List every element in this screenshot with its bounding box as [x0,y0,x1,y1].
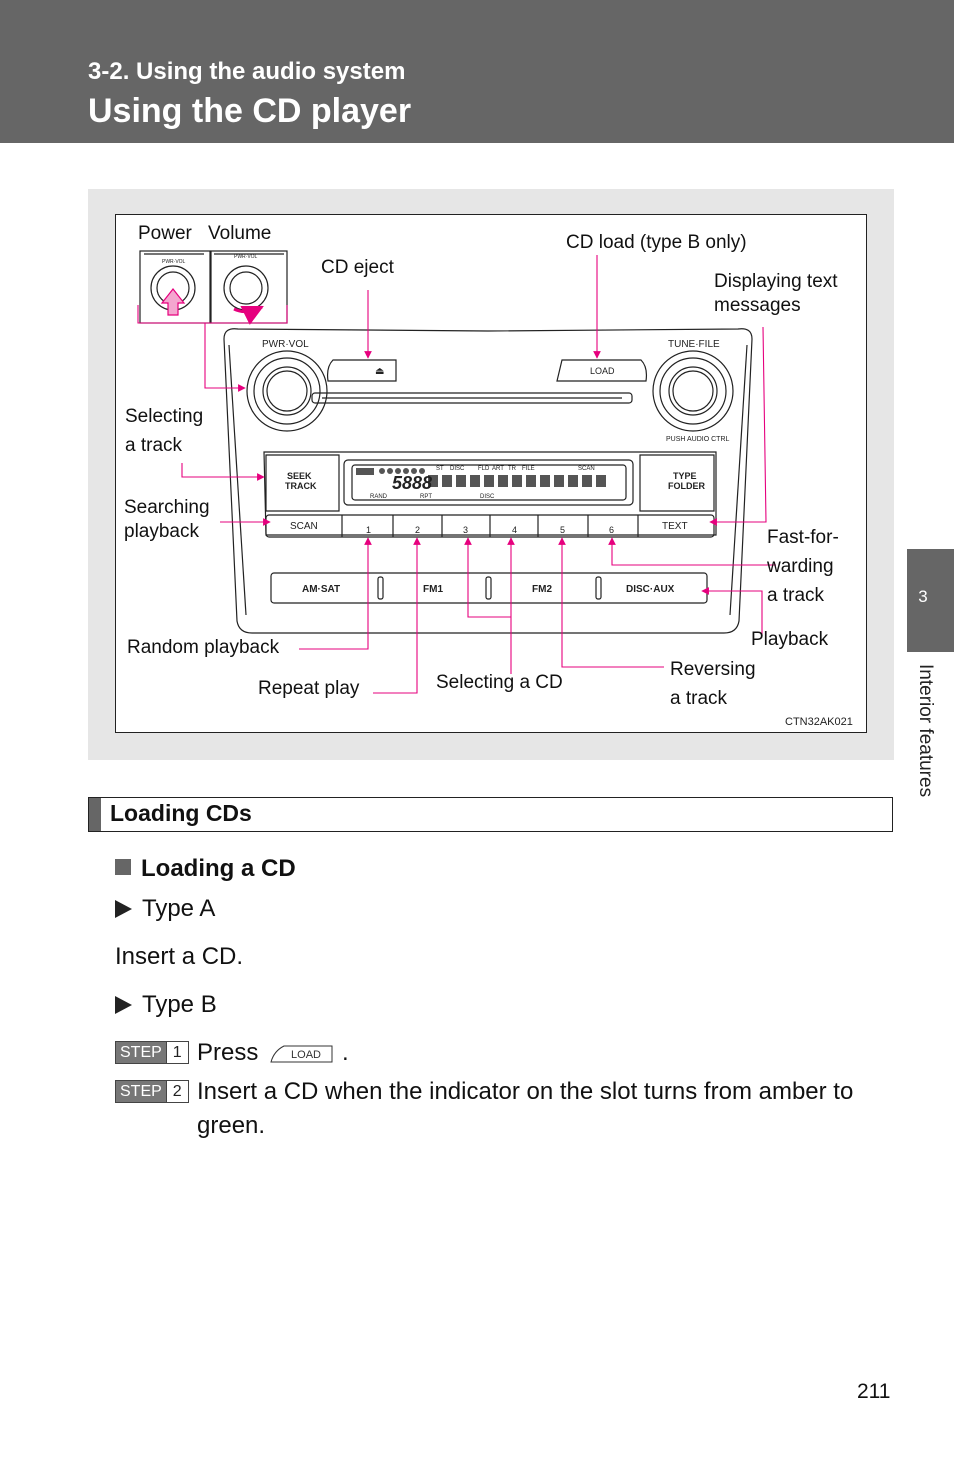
step-number: 1 [166,1042,188,1063]
callout-fast-forward-2: warding [767,556,834,577]
svg-text:DISC: DISC [450,466,465,472]
load-button-inline-label: LOAD [291,1049,321,1061]
type-label: TYPE [673,471,697,481]
folder-label: FOLDER [668,481,705,491]
step-1-end: . [342,1039,349,1066]
push-audio-ctrl-label: PUSH AUDIO CTRL [666,436,730,443]
text-label: TEXT [662,521,688,532]
preset-3: 3 [463,525,469,535]
preset-4: 4 [512,525,518,535]
svg-text:FILE: FILE [522,466,535,472]
callout-fast-forward-1: Fast-for- [767,527,839,548]
svg-text:⏏: ⏏ [375,366,385,377]
type-b-line [115,991,217,1019]
step-word: STEP [116,1081,166,1102]
subheading [115,855,296,883]
square-bullet-icon [115,859,131,875]
step-word: STEP [116,1042,166,1063]
callout-cd-eject: CD eject [321,257,394,278]
page-number: 211 [857,1380,891,1403]
page-title: Using the CD player [88,92,412,130]
insert-cd-text: Insert a CD. [115,943,244,970]
disc-aux-label: DISC·AUX [626,584,675,595]
am-sat-label: AM·SAT [302,584,341,595]
callout-fast-forward-3: a track [767,585,825,606]
step-number: 2 [166,1081,188,1102]
heading-accent [89,798,101,831]
callout-reversing-2: a track [670,688,728,709]
type-b-text: Type B [142,991,217,1018]
callout-displaying-text-2: messages [714,295,801,316]
svg-text:SCAN: SCAN [578,466,595,472]
svg-text:ST: ST [436,466,444,472]
callout-volume: Volume [208,223,272,244]
svg-text:RPT: RPT [420,494,432,500]
display-digits: 5888 [392,473,433,493]
chapter-tab [907,549,954,652]
panel-labels [162,254,730,595]
scan-label: SCAN [290,521,318,532]
callout-reversing-1: Reversing [670,659,756,680]
svg-text:DISC: DISC [480,494,495,500]
seek-label: SEEK [287,471,312,481]
inset-pwr-vol-right: PWR·VOL [234,254,258,260]
tune-file-label: TUNE·FILE [668,339,720,350]
fm1-label: FM1 [423,584,443,595]
step-2-badge [115,1080,189,1103]
callout-playback: Playback [751,629,829,650]
track-label: TRACK [285,481,317,491]
load-button-label: LOAD [590,366,615,376]
triangle-bullet-icon [115,996,132,1014]
pwr-vol-label: PWR·VOL [262,339,309,350]
preset-2: 2 [415,525,421,535]
callout-searching-2: playback [124,521,199,542]
chapter-number: 3 [918,587,928,606]
chapter-label: Interior features [915,664,936,798]
section-heading [88,797,893,832]
step-1-badge [115,1041,189,1064]
preset-5: 5 [560,525,566,535]
step-1-text: Press [197,1039,259,1066]
radio-panel-outline [140,251,752,633]
svg-text:TR: TR [508,466,516,472]
callout-displaying-text-1: Displaying text [714,271,838,292]
power-press-indicator [162,289,262,315]
preset-1: 1 [366,525,372,535]
callout-power: Power [138,223,192,244]
inset-pwr-vol-left: PWR·VOL [162,259,186,265]
cd-player-figure [115,214,867,733]
callout-repeat-play: Repeat play [258,678,360,699]
section-heading-text: Loading CDs [110,800,252,826]
step-2-text: Insert a CD when the indicator on the slot turns from amber to green. [197,1078,854,1139]
figure-code: CTN32AK021 [785,716,853,728]
callout-random-playback: Random playback [127,637,280,658]
section-label: 3-2. Using the audio system [88,58,406,85]
svg-text:RAND: RAND [370,494,388,500]
svg-text:ART: ART [492,466,504,472]
triangle-bullet-icon [115,900,132,918]
callout-cd-load: CD load (type B only) [566,232,747,253]
callout-searching-1: Searching [124,497,210,518]
svg-text:FLD: FLD [478,466,490,472]
type-a-line [115,895,215,923]
callout-selecting-track-2: a track [125,435,183,456]
type-a-text: Type A [142,895,216,922]
fm2-label: FM2 [532,584,552,595]
callout-selecting-cd: Selecting a CD [436,672,563,693]
page-header [0,0,954,143]
callout-selecting-track-1: Selecting [125,406,204,427]
preset-6: 6 [609,525,615,535]
subheading-text: Loading a CD [141,855,296,882]
